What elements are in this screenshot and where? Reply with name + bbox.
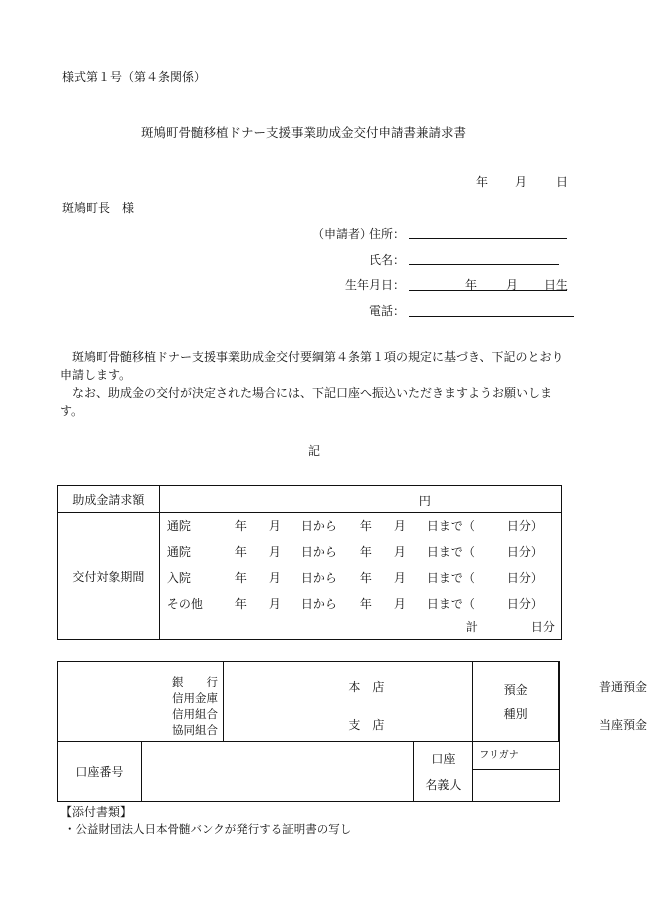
year-to: 年 (359, 519, 372, 533)
day-from: 日から (300, 519, 337, 533)
holder-name-field[interactable] (473, 770, 560, 802)
period-type: 通院 (166, 545, 191, 559)
date-month: 月 (515, 175, 528, 189)
bank-type-kyodo: 協同組合 (172, 723, 218, 737)
days-count: 日分） (506, 519, 543, 533)
period-type: 入院 (166, 571, 191, 585)
total-label: 計 (465, 620, 478, 634)
period-cell[interactable] (159, 513, 561, 640)
month-to: 月 (393, 545, 406, 559)
deposit-type-label-cell (473, 662, 559, 742)
year-to: 年 (359, 571, 372, 585)
amount-label: 助成金請求額 (72, 492, 145, 507)
birth-day: 日生 (544, 278, 569, 292)
amount-cell[interactable] (159, 486, 561, 513)
holder-label-1: 口座 (431, 751, 456, 766)
month-from: 月 (268, 597, 281, 611)
day-from: 日から (300, 545, 337, 559)
day-to: 日まで（ (426, 571, 475, 585)
date-day: 日 (556, 175, 569, 189)
deposit-type-label-2: 種別 (503, 706, 528, 721)
year-to: 年 (359, 597, 372, 611)
bank-type-ginko: 銀 行 (172, 675, 218, 689)
attachments-heading: 【添付書類】 (60, 805, 133, 819)
bank-type-shinkumi: 信用組合 (172, 707, 218, 721)
holder-label-cell (414, 742, 473, 802)
yen-label: 円 (418, 494, 431, 508)
shiten-label: 支 店 (348, 718, 385, 732)
name-label: 氏名： (369, 253, 406, 267)
furigana-label: フリガナ (479, 750, 519, 761)
year-from: 年 (234, 545, 247, 559)
day-from: 日から (300, 597, 337, 611)
futsu-option[interactable]: 普通預金 (599, 680, 647, 694)
attachment-item: ・公益財団法人日本骨髄バンクが発行する証明書の写し (64, 822, 352, 836)
account-number-label-cell (58, 742, 142, 802)
total-days: 日分 (530, 620, 555, 634)
account-number-field[interactable] (141, 742, 414, 802)
year-from: 年 (234, 597, 247, 611)
day-to: 日まで（ (426, 519, 475, 533)
phone-field[interactable] (409, 316, 574, 317)
month-to: 月 (393, 597, 406, 611)
month-from: 月 (268, 519, 281, 533)
day-from: 日から (300, 571, 337, 585)
bank-type-shinkin: 信用金庫 (172, 691, 218, 705)
month-to: 月 (393, 571, 406, 585)
deposit-type-options-cell[interactable] (559, 662, 647, 742)
year-from: 年 (234, 571, 247, 585)
days-count: 日分） (506, 597, 543, 611)
applicant-label: （申請者） (312, 227, 373, 241)
amount-label-cell (58, 486, 160, 513)
address-label: 住所： (369, 227, 406, 241)
deposit-type-label-1: 預金 (503, 682, 528, 697)
honten-label: 本 店 (348, 680, 385, 694)
date-year: 年 (476, 175, 489, 189)
year-from: 年 (234, 519, 247, 533)
form-number: 様式第１号（第４条関係） (62, 70, 207, 84)
period-type: その他 (166, 597, 203, 611)
days-count: 日分） (506, 571, 543, 585)
body-text (60, 348, 570, 420)
holder-label-2: 名義人 (425, 777, 462, 792)
body-paragraph-1: 斑鳩町骨髄移植ドナー支援事業助成金交付要綱第４条第１項の規定に基づき、下記のとおり申請します。 (60, 350, 564, 382)
addressee: 斑鳩町長 様 (62, 201, 135, 215)
address-field[interactable] (409, 238, 567, 239)
body-paragraph-2: なお、助成金の交付が決定された場合には、下記口座へ振込いただきますようお願いします。 (60, 386, 553, 418)
day-to: 日まで（ (426, 545, 475, 559)
bank-type-list (172, 674, 218, 738)
birth-year: 年 (465, 278, 478, 292)
period-type: 通院 (166, 519, 191, 533)
touza-option[interactable]: 当座預金 (599, 718, 647, 732)
period-label: 交付対象期間 (72, 569, 145, 584)
birth-month: 月 (506, 278, 519, 292)
name-field[interactable] (409, 264, 559, 265)
ki-label: 記 (308, 444, 321, 458)
days-count: 日分） (506, 545, 543, 559)
birthdate-label: 生年月日： (345, 278, 406, 292)
bank-table (57, 661, 647, 802)
furigana-cell[interactable] (473, 742, 560, 770)
year-to: 年 (359, 545, 372, 559)
branch-cell[interactable] (224, 662, 473, 742)
month-to: 月 (393, 519, 406, 533)
page-title: 斑鳩町骨髄移植ドナー支援事業助成金交付申請書兼請求書 (141, 125, 467, 140)
account-number-label: 口座番号 (75, 765, 124, 779)
day-to: 日まで（ (426, 597, 475, 611)
month-from: 月 (268, 545, 281, 559)
month-from: 月 (268, 571, 281, 585)
bank-name-cell[interactable] (58, 662, 224, 742)
phone-label: 電話： (369, 304, 406, 318)
subsidy-table (57, 485, 562, 640)
period-label-cell (58, 513, 160, 640)
